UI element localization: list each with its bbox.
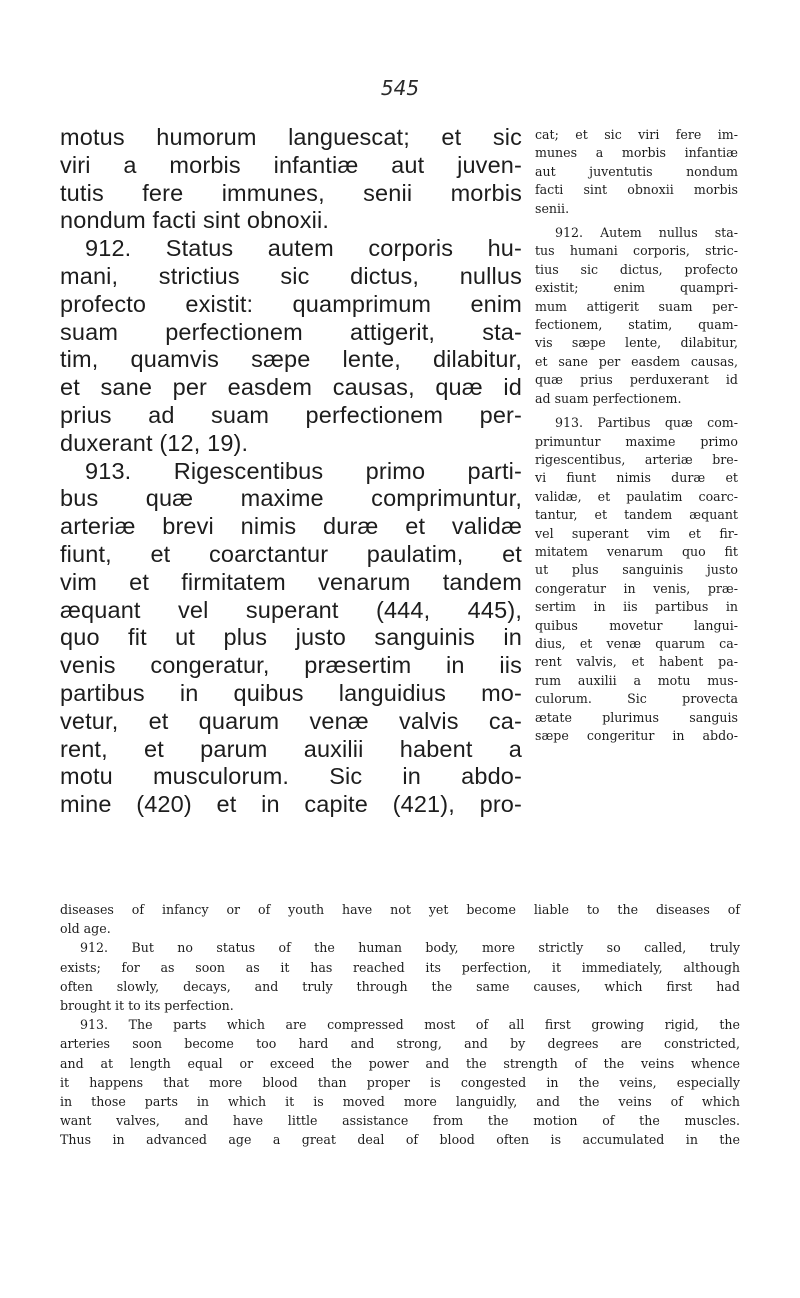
side-line: aut juventutis nondum	[535, 163, 738, 179]
side-line: dius, et venæ quarum ca-	[535, 635, 738, 651]
text-line: suam perfectionem attigerit, sta-	[60, 318, 522, 345]
text-line: venis congeratur, præsertim in iis	[60, 652, 522, 679]
side-line: validæ, et paulatim coarc-	[535, 488, 738, 504]
side-paragraph	[535, 414, 738, 745]
side-line: primuntur maxime primo	[535, 433, 738, 449]
text-line: vim et firmitatem venarum tandem	[60, 568, 522, 595]
side-line: existit; enim quampri-	[535, 280, 738, 296]
latin-main-column	[60, 124, 522, 819]
side-line: facti sint obnoxii morbis	[535, 182, 738, 198]
side-line: vis sæpe lente, dilabitur,	[535, 335, 738, 351]
english-line: exists; for as soon as it has reached its perfection, it immediately, although	[60, 959, 740, 975]
side-line: 913. Partibus quæ com-	[555, 415, 738, 431]
page-number: 545	[380, 76, 420, 100]
side-line: fectionem, statim, quam-	[535, 317, 738, 333]
text-line: profecto existit: quamprimum enim	[60, 290, 522, 317]
side-paragraph	[535, 126, 738, 218]
side-line: ad suam perfectionem.	[535, 390, 682, 406]
text-line: motu musculorum. Sic in abdo-	[60, 763, 522, 790]
english-line: old age.	[60, 921, 111, 937]
side-line: 912. Autem nullus sta-	[555, 225, 738, 241]
english-line: diseases of infancy or of youth have not yet become liable to the diseases of	[60, 902, 740, 917]
english-line: and at length equal or exceed the power and the strength of the veins whence	[60, 1055, 740, 1071]
text-line: quo fit ut plus justo sanguinis in	[60, 624, 522, 651]
text-line: bus quæ maxime comprimuntur,	[60, 485, 522, 512]
side-line: vel superant vim et fir-	[535, 525, 738, 541]
text-line: duxerant (12, 19).	[60, 429, 249, 456]
text-line: rent, et parum auxilii habent a	[60, 735, 522, 762]
english-line: Thus in advanced age a great deal of blood often is accumulated in the	[60, 1132, 740, 1148]
english-line: 913. The parts which are compressed most of all first growing rigid, the	[80, 1017, 740, 1033]
english-paragraph	[60, 900, 740, 938]
text-line: motus humorum languescat; et sic	[60, 124, 522, 150]
text-line: partibus in quibus languidius mo-	[60, 679, 522, 706]
side-line: senii.	[535, 200, 570, 216]
side-line: ut plus sanguinis justo	[535, 562, 738, 578]
side-line: rent valvis, et habent pa-	[535, 654, 738, 670]
side-line: tius sic dictus, profecto	[535, 261, 738, 277]
text-line: fiunt, et coarctantur paulatim, et	[60, 540, 522, 567]
text-line: viri a morbis infantiæ aut juven-	[60, 151, 522, 178]
side-line: tantur, et tandem æquant	[535, 507, 738, 523]
side-line: ætate plurimus sanguis	[535, 709, 738, 725]
english-line: arteries soon become too hard and strong, and by degrees are constricted,	[60, 1036, 740, 1052]
text-line: tim, quamvis sæpe lente, dilabitur,	[60, 346, 522, 373]
english-paragraph	[60, 938, 740, 1015]
english-line: it happens that more blood than proper is congested in the veins, especially	[60, 1074, 740, 1090]
side-line: rum auxilii a motu mus-	[535, 672, 738, 688]
english-paragraph	[60, 1015, 740, 1149]
english-line: in those parts in which it is moved more languidly, and the veins of which	[60, 1094, 740, 1110]
text-line: mine (420) et in capite (421), pro-	[60, 791, 522, 818]
side-line: tus humani corporis, stric-	[535, 243, 738, 259]
text-line: 913. Rigescentibus primo parti-	[85, 457, 522, 484]
side-line: quibus movetur langui-	[535, 617, 738, 633]
text-line: et sane per easdem causas, quæ id	[60, 374, 522, 401]
english-line: often slowly, decays, and truly through the same causes, which first had	[60, 978, 740, 994]
text-line: nondum facti sint obnoxii.	[60, 207, 330, 234]
side-line: quæ prius perduxerant id	[535, 372, 738, 388]
side-line: cat; et sic viri fere im-	[535, 127, 738, 142]
side-line: sertim in iis partibus in	[535, 599, 738, 615]
side-paragraph	[535, 224, 738, 408]
text-line: 912. Status autem corporis hu-	[85, 235, 522, 262]
text-line: æquant vel superant (444, 445),	[60, 596, 522, 623]
side-line: congeratur in venis, præ-	[535, 580, 738, 596]
side-line: mum attigerit suam per-	[535, 298, 738, 314]
english-translation	[60, 900, 740, 1150]
text-line: mani, strictius sic dictus, nullus	[60, 262, 522, 289]
side-line: munes a morbis infantiæ	[535, 145, 738, 161]
side-line: mitatem venarum quo fit	[535, 543, 738, 559]
text-line: vetur, et quarum venæ valvis ca-	[60, 707, 522, 734]
side-line: rigescentibus, arteriæ bre-	[535, 451, 738, 467]
side-line: sæpe congeritur in abdo-	[535, 728, 738, 743]
english-line: want valves, and have little assistance from the motion of the muscles.	[60, 1113, 740, 1129]
side-line: et sane per easdem causas,	[535, 353, 738, 369]
text-line: tutis fere immunes, senii morbis	[60, 179, 522, 206]
text-line: prius ad suam perfectionem per-	[60, 401, 522, 428]
english-line: 912. But no status of the human body, more strictly so called, truly	[80, 940, 740, 956]
side-line: vi fiunt nimis duræ et	[535, 470, 738, 486]
latin-side-column	[535, 126, 738, 751]
side-line: culorum. Sic provecta	[535, 691, 738, 707]
text-line: arteriæ brevi nimis duræ et validæ	[60, 513, 522, 540]
english-line: brought it to its perfection.	[60, 998, 234, 1014]
